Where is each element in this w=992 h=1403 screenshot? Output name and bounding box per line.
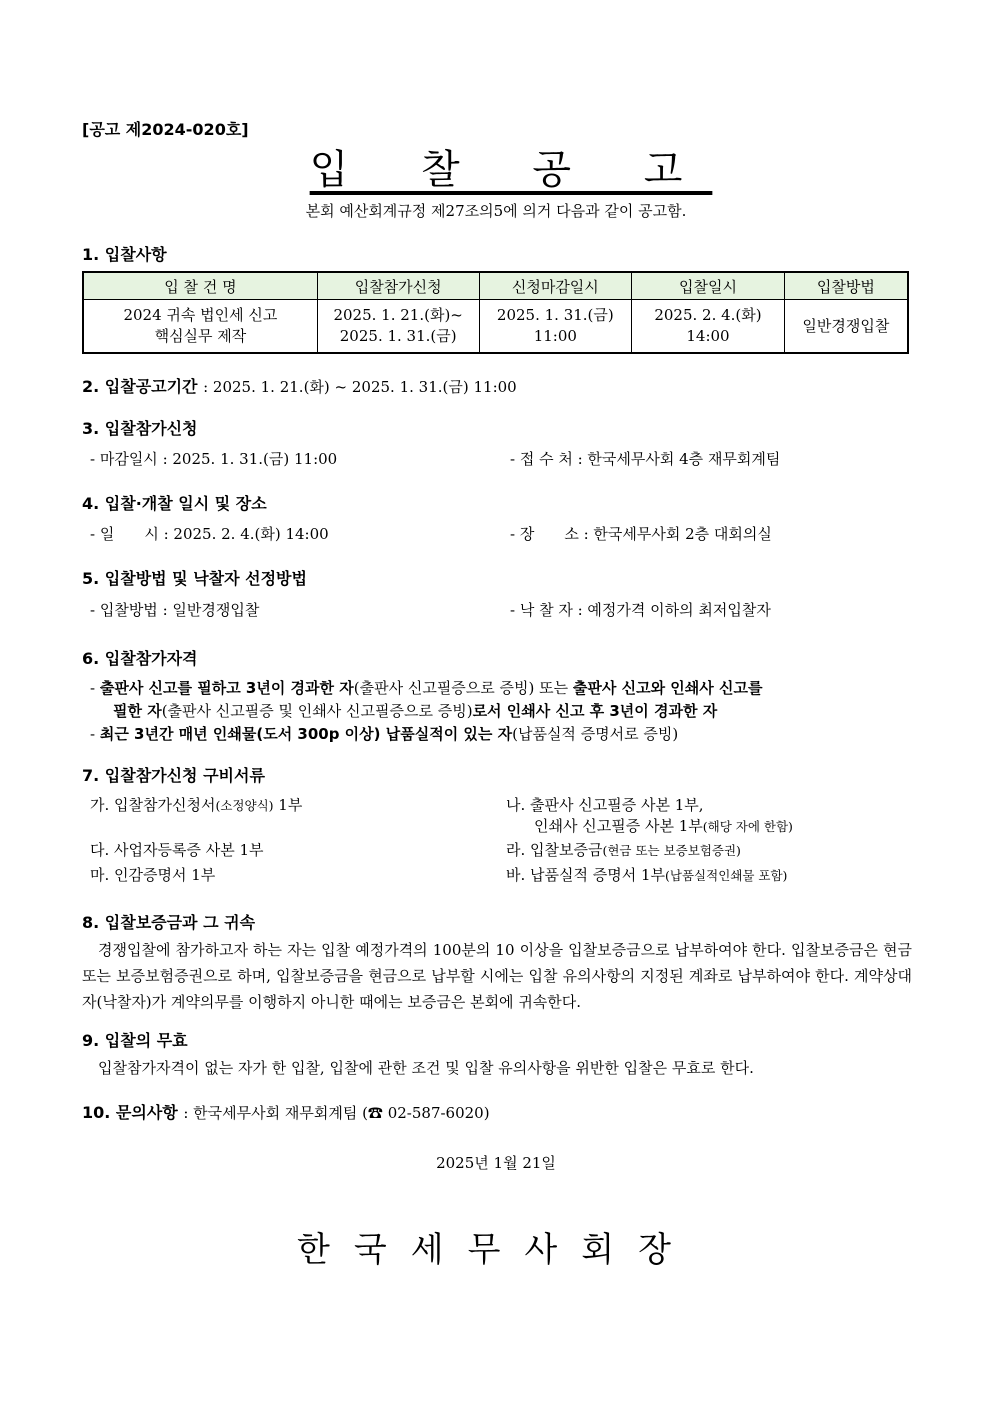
section-7-title: 7. 입찰참가신청 구비서류 [82, 766, 265, 785]
section-10-value: : 한국세무사회 재무회계팀 (☎ 02-587-6020) [183, 1104, 490, 1122]
doc-item-da: 다. 사업자등록증 사본 1부 [90, 841, 264, 859]
normal-text: (출판사 신고필증 및 인쇄사 신고필증으로 증빙) [161, 702, 473, 720]
cell-bid-line1: 2025. 2. 4.(화) [654, 306, 762, 324]
cell-deadline-line2: 11:00 [533, 327, 577, 345]
doc-item-ma: 마. 인감증명서 1부 [90, 866, 216, 884]
section-3-left: - 마감일시 : 2025. 1. 31.(금) 11:00 [90, 450, 338, 468]
section-2-value: : 2025. 1. 21.(화) ~ 2025. 1. 31.(금) 11:00 [203, 378, 517, 396]
section-5-title: 5. 입찰방법 및 낙찰자 선정방법 [82, 569, 307, 588]
issue-date: 2025년 1월 21일 [436, 1154, 556, 1172]
cell-apply-line2: 2025. 1. 31.(금) [339, 327, 457, 345]
dash: - [90, 725, 100, 743]
section-3-right: - 접 수 처 : 한국세무사회 4층 재무회계팀 [510, 450, 781, 468]
cell-name [83, 300, 317, 354]
bold-text: 출판사 신고와 인쇄사 신고를 [572, 679, 763, 697]
page-title [0, 138, 992, 195]
doc-note: (소정양식) [215, 798, 274, 813]
normal-text: (납품실적 증명서로 증빙) [512, 725, 679, 743]
dash: - [90, 679, 100, 697]
table-row [83, 300, 908, 354]
section-4-title: 4. 입찰·개찰 일시 및 장소 [82, 494, 267, 513]
doc-item-ga [90, 794, 302, 815]
doc-label: 가. 입찰참가신청서 [90, 796, 216, 814]
doc-item-ra [506, 839, 741, 860]
qualification-1-line1 [90, 677, 762, 698]
cell-method: 일반경쟁입찰 [784, 300, 908, 354]
bid-table [82, 271, 909, 354]
section-10-title: 10. 문의사항 [82, 1103, 178, 1122]
section-5-right: - 낙 찰 자 : 예정가격 이하의 최저입찰자 [510, 601, 771, 619]
section-10 [82, 1100, 490, 1123]
bold-text: 출판사 신고를 필하고 3년이 경과한 자 [99, 679, 354, 697]
section-9-text: 입찰참가자격이 없는 자가 한 입찰, 입찰에 관한 조건 및 입찰 유의사항을 위반한 입찰은 무효로 한다. [98, 1059, 754, 1077]
section-3-title: 3. 입찰참가신청 [82, 419, 198, 438]
col-header-deadline: 신청마감일시 [479, 272, 632, 300]
col-header-bid-date: 입찰일시 [632, 272, 785, 300]
qualification-1-line2 [113, 700, 717, 721]
doc-item-na-line2 [534, 815, 793, 836]
notice-number: [공고 제2024-020호] [82, 120, 249, 139]
section-1-title: 1. 입찰사항 [82, 245, 167, 264]
col-header-apply: 입찰참가신청 [317, 272, 479, 300]
doc-note: (해당 자에 한함) [702, 819, 793, 834]
bold-text: 필한 자 [113, 702, 162, 720]
doc-note: (납품실적인쇄물 포함) [665, 868, 788, 883]
normal-text: (출판사 신고필증으로 증빙) 또는 [353, 679, 573, 697]
cell-deadline [479, 300, 632, 354]
doc-tail: 1부 [273, 796, 303, 814]
cell-bid-date [632, 300, 785, 354]
doc-note: (현금 또는 보증보험증권) [602, 843, 741, 858]
col-header-method: 입찰방법 [784, 272, 908, 300]
cell-deadline-line1: 2025. 1. 31.(금) [496, 306, 614, 324]
section-5-left: - 입찰방법 : 일반경쟁입찰 [90, 601, 260, 619]
cell-name-line2: 핵심실무 제작 [154, 327, 247, 345]
bold-text: 최근 3년간 매년 인쇄물(도서 300p 이상) 납품실적이 있는 자 [99, 725, 513, 743]
section-6-title: 6. 입찰참가자격 [82, 649, 198, 668]
title-text: 입 찰 공 고 [309, 147, 713, 193]
doc-label: 라. 입찰보증금 [506, 841, 603, 859]
section-8-text: 경쟁입찰에 참가하고자 하는 자는 입찰 예정가격의 100분의 10 이상을 입찰보증금으로 납부하여야 한다. 입찰보증금은 현금 또는 보증보험증권으로 하며, 입찰보증금을 현금으로 납부할 시에는 입찰 유의사항의 지정된 계좌로 납부하여야 한다. 계약상대자(낙찰자)가 계약의무를 이행하지 아니한 때에는 보증금은 본회에 귀속한다. [82, 941, 912, 1011]
doc-label: 인쇄사 신고필증 사본 1부 [534, 817, 703, 835]
doc-item-ba [506, 864, 787, 885]
section-9-title: 9. 입찰의 무효 [82, 1031, 188, 1050]
qualification-2 [90, 723, 678, 744]
doc-item-na-line1: 나. 출판사 신고필증 사본 1부, [506, 796, 704, 814]
col-header-name: 입 찰 건 명 [83, 272, 317, 300]
signature: 한국세무사회장 [297, 1230, 695, 1270]
section-4-left: - 일 시 : 2025. 2. 4.(화) 14:00 [90, 525, 329, 543]
cell-apply [317, 300, 479, 354]
section-4-right: - 장 소 : 한국세무사회 2층 대회의실 [510, 525, 772, 543]
cell-name-line1: 2024 귀속 법인세 신고 [123, 306, 278, 324]
section-8-title: 8. 입찰보증금과 그 귀속 [82, 913, 256, 932]
cell-bid-line2: 14:00 [686, 327, 730, 345]
intro-text: 본회 예산회계규정 제27조의5에 의거 다음과 같이 공고함. [305, 202, 687, 220]
table-header-row [83, 272, 908, 300]
section-2-title: 2. 입찰공고기간 [82, 377, 198, 396]
bold-text: 로서 인쇄사 신고 후 3년이 경과한 자 [472, 702, 718, 720]
doc-label: 바. 납품실적 증명서 1부 [506, 866, 666, 884]
section-2 [82, 374, 517, 397]
cell-apply-line1: 2025. 1. 21.(화)~ [333, 306, 463, 324]
